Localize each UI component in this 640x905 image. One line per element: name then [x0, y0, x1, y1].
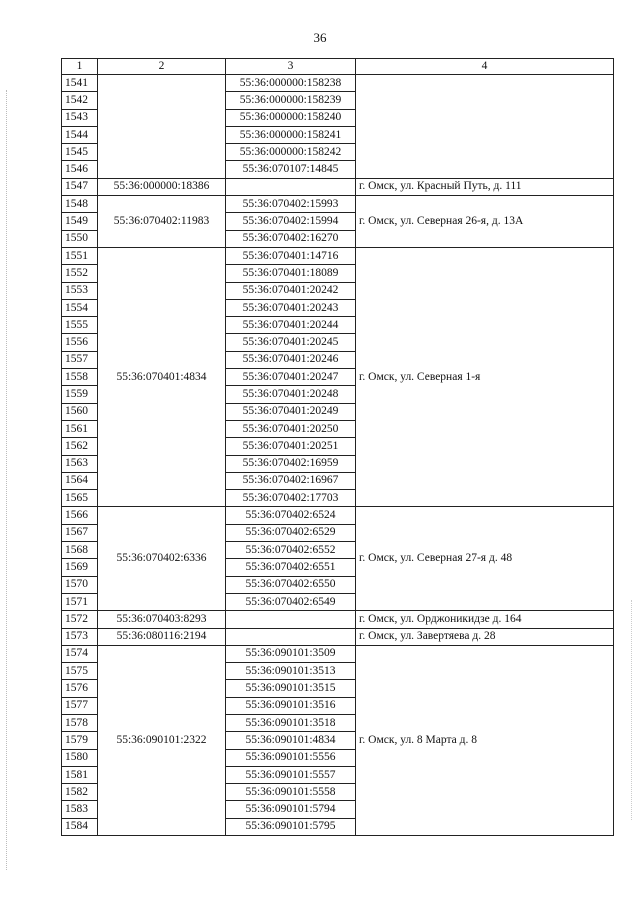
object-cadastral-number: 55:36:090101:3513	[226, 663, 356, 680]
row-number: 1544	[62, 126, 98, 143]
row-number: 1567	[62, 524, 98, 541]
column-header-4: 4	[356, 59, 614, 75]
object-cadastral-number: 55:36:070401:18089	[226, 265, 356, 282]
column-header-3: 3	[226, 59, 356, 75]
object-cadastral-number: 55:36:090101:5794	[226, 801, 356, 818]
object-cadastral-number: 55:36:070401:20245	[226, 334, 356, 351]
row-number: 1574	[62, 645, 98, 662]
row-number: 1582	[62, 784, 98, 801]
row-number: 1562	[62, 438, 98, 455]
row-number: 1543	[62, 109, 98, 126]
object-cadastral-number: 55:36:090101:4834	[226, 732, 356, 749]
object-cadastral-number: 55:36:000000:158242	[226, 144, 356, 161]
object-address: г. Омск, ул. Северная 1-я	[356, 247, 614, 506]
table-row	[62, 196, 614, 213]
table-row	[62, 178, 614, 195]
row-number: 1583	[62, 801, 98, 818]
object-cadastral-number: 55:36:070401:20242	[226, 282, 356, 299]
row-number: 1576	[62, 680, 98, 697]
row-number: 1573	[62, 628, 98, 645]
object-cadastral-number: 55:36:070401:14716	[226, 247, 356, 264]
row-number: 1558	[62, 369, 98, 386]
object-cadastral-number: 55:36:070402:6550	[226, 576, 356, 593]
object-cadastral-number: 55:36:090101:5557	[226, 766, 356, 783]
row-number: 1575	[62, 663, 98, 680]
object-cadastral-number: 55:36:070401:20251	[226, 438, 356, 455]
object-cadastral-number: 55:36:070402:15994	[226, 213, 356, 230]
object-cadastral-number	[226, 611, 356, 628]
object-cadastral-number: 55:36:070402:15993	[226, 196, 356, 213]
row-number: 1570	[62, 576, 98, 593]
row-number: 1542	[62, 92, 98, 109]
row-number: 1549	[62, 213, 98, 230]
object-cadastral-number	[226, 178, 356, 195]
object-cadastral-number	[226, 628, 356, 645]
object-cadastral-number: 55:36:070402:17703	[226, 490, 356, 507]
object-cadastral-number: 55:36:070402:16959	[226, 455, 356, 472]
row-number: 1548	[62, 196, 98, 213]
row-number: 1556	[62, 334, 98, 351]
row-number: 1579	[62, 732, 98, 749]
row-number: 1572	[62, 611, 98, 628]
object-cadastral-number: 55:36:070401:20246	[226, 351, 356, 368]
table-row	[62, 628, 614, 645]
object-address: г. Омск, ул. Северная 27-я д. 48	[356, 507, 614, 611]
object-address	[356, 75, 614, 179]
row-number: 1550	[62, 230, 98, 247]
object-address: г. Омск, ул. Орджоникидзе д. 164	[356, 611, 614, 628]
row-number: 1581	[62, 766, 98, 783]
row-number: 1571	[62, 593, 98, 610]
row-number: 1546	[62, 161, 98, 178]
row-number: 1569	[62, 559, 98, 576]
object-cadastral-number: 55:36:070402:6529	[226, 524, 356, 541]
row-number: 1578	[62, 714, 98, 731]
object-address: г. Омск, ул. Северная 26-я, д. 13А	[356, 196, 614, 248]
object-address: г. Омск, ул. 8 Марта д. 8	[356, 645, 614, 835]
object-cadastral-number: 55:36:070401:20247	[226, 369, 356, 386]
row-number: 1561	[62, 420, 98, 437]
row-number: 1559	[62, 386, 98, 403]
object-address: г. Омск, ул. Завертяева д. 28	[356, 628, 614, 645]
object-cadastral-number: 55:36:090101:3509	[226, 645, 356, 662]
object-cadastral-number: 55:36:000000:158241	[226, 126, 356, 143]
object-cadastral-number: 55:36:070401:20243	[226, 299, 356, 316]
parcel-cadastral-number: 55:36:070403:8293	[98, 611, 226, 628]
table-header-row	[62, 59, 614, 75]
table-row	[62, 247, 614, 264]
object-cadastral-number: 55:36:000000:158239	[226, 92, 356, 109]
table-row	[62, 75, 614, 92]
object-cadastral-number: 55:36:070402:6549	[226, 593, 356, 610]
parcel-cadastral-number: 55:36:080116:2194	[98, 628, 226, 645]
object-cadastral-number: 55:36:090101:5795	[226, 818, 356, 835]
object-cadastral-number: 55:36:090101:3515	[226, 680, 356, 697]
parcel-cadastral-number: 55:36:070402:6336	[98, 507, 226, 611]
row-number: 1541	[62, 75, 98, 92]
page-number: 36	[313, 30, 327, 45]
row-number: 1577	[62, 697, 98, 714]
parcel-cadastral-number: 55:36:070402:11983	[98, 196, 226, 248]
object-cadastral-number: 55:36:070401:20244	[226, 317, 356, 334]
registry-table	[61, 58, 614, 836]
object-cadastral-number: 55:36:070402:6524	[226, 507, 356, 524]
row-number: 1568	[62, 542, 98, 559]
object-cadastral-number: 55:36:090101:3518	[226, 714, 356, 731]
object-cadastral-number: 55:36:070401:20249	[226, 403, 356, 420]
margin-scan-marks	[6, 90, 9, 870]
parcel-cadastral-number: 55:36:000000:18386	[98, 178, 226, 195]
row-number: 1547	[62, 178, 98, 195]
row-number: 1560	[62, 403, 98, 420]
object-address: г. Омск, ул. Красный Путь, д. 111	[356, 178, 614, 195]
row-number: 1563	[62, 455, 98, 472]
row-number: 1557	[62, 351, 98, 368]
table-row	[62, 507, 614, 524]
object-cadastral-number: 55:36:070402:16270	[226, 230, 356, 247]
table-row	[62, 611, 614, 628]
row-number: 1553	[62, 282, 98, 299]
table-row	[62, 645, 614, 662]
parcel-cadastral-number	[98, 75, 226, 179]
row-number: 1565	[62, 490, 98, 507]
object-cadastral-number: 55:36:090101:5556	[226, 749, 356, 766]
row-number: 1584	[62, 818, 98, 835]
row-number: 1564	[62, 472, 98, 489]
object-cadastral-number: 55:36:070107:14845	[226, 161, 356, 178]
object-cadastral-number: 55:36:070402:6552	[226, 542, 356, 559]
parcel-cadastral-number: 55:36:090101:2322	[98, 645, 226, 835]
margin-scan-marks-right	[631, 600, 634, 820]
object-cadastral-number: 55:36:070401:20250	[226, 420, 356, 437]
row-number: 1580	[62, 749, 98, 766]
row-number: 1551	[62, 247, 98, 264]
object-cadastral-number: 55:36:070402:16967	[226, 472, 356, 489]
object-cadastral-number: 55:36:090101:3516	[226, 697, 356, 714]
row-number: 1554	[62, 299, 98, 316]
row-number: 1545	[62, 144, 98, 161]
object-cadastral-number: 55:36:070402:6551	[226, 559, 356, 576]
parcel-cadastral-number: 55:36:070401:4834	[98, 247, 226, 506]
row-number: 1552	[62, 265, 98, 282]
row-number: 1555	[62, 317, 98, 334]
object-cadastral-number: 55:36:000000:158240	[226, 109, 356, 126]
column-header-1: 1	[62, 59, 98, 75]
object-cadastral-number: 55:36:090101:5558	[226, 784, 356, 801]
object-cadastral-number: 55:36:000000:158238	[226, 75, 356, 92]
column-header-2: 2	[98, 59, 226, 75]
registry-body	[62, 75, 614, 836]
row-number: 1566	[62, 507, 98, 524]
object-cadastral-number: 55:36:070401:20248	[226, 386, 356, 403]
